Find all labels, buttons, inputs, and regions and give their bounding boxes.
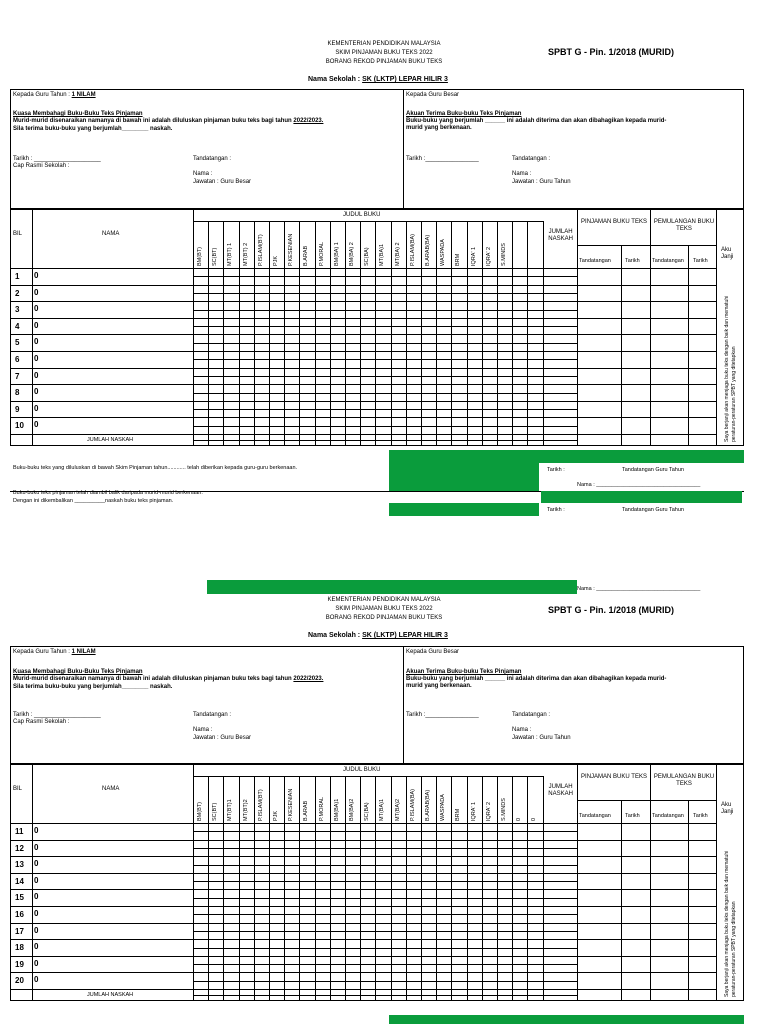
header-bil: BIL [13,231,23,237]
row-nama: 0 [34,320,39,330]
row-nama: 0 [34,354,39,363]
divider [403,89,404,209]
header-tandatangan: Tandatangan [652,813,684,819]
book-title-22: 0 [531,817,538,821]
grid-line [10,840,716,841]
row-nama: 0 [34,826,39,835]
book-title-17: BRM [455,253,462,266]
loan-table-2 [10,764,744,1014]
book-title-3: MT(BT) 2 [242,242,249,266]
book-title-7: B.ARAB [303,800,310,821]
book-title-0: BM(BT) [197,802,203,821]
book-title-12: MT(BA)1 [379,244,386,266]
grid-line [193,948,577,949]
row-bil: 8 [15,388,20,398]
date-field[interactable]: Tarikh : ____________________ [13,156,101,162]
form-code: SPBT G - Pin. 1/2018 (MURID) [548,47,675,57]
header-bil: BIL [13,786,23,792]
green-bar [541,491,742,503]
ack-signature[interactable]: Tandatangan : [512,712,551,718]
row-nama: 0 [34,271,39,280]
header-tarikh: Tarikh [693,813,708,819]
ack-name[interactable]: Nama : [512,171,532,177]
grid-line [193,931,577,932]
grid-line [10,823,716,824]
school-label: Nama Sekolah : [308,76,361,83]
grid-line [32,764,33,1001]
grid-line [621,245,622,446]
ack-position: Jawatan : Guru Tahun [512,179,571,185]
row-nama: 0 [34,925,39,935]
row-nama: 0 [34,842,39,852]
header-judul: JUDUL BUKU [343,212,381,218]
grid-line [10,873,716,874]
green-bar [389,503,539,516]
book-title-4: P.ISLAM(BT) [257,789,264,821]
row-nama: 0 [34,370,39,380]
scheme-title: SKIM PINJAMAN BUKU TEKS 2022 [335,50,433,56]
receive-text: Sila terima buku-buku yang berjumlah________ naskah. [13,126,173,132]
row-bil: 10 [15,421,24,431]
book-title-12: MT(BA)1 [379,799,386,821]
authority-text [13,676,398,683]
sign-teacher-1: Tandatangan Guru Tahun [622,467,684,473]
position-field: Jawatan : Guru Besar [193,179,252,185]
book-title-2: MT(BT) 1 [227,242,234,266]
to-teacher-label: Kepada Guru Tahun : [13,92,70,98]
book-title-10: BM(BA) 2 [349,242,355,266]
to-head: Kepada Guru Besar [406,92,460,98]
grid-line [193,881,577,882]
book-title-16: WASPADA [440,239,447,266]
row-nama: 0 [34,892,39,902]
school-line [308,632,448,639]
grid-line [10,956,716,957]
book-title-2: MT(BT)1 [227,799,234,821]
total-label: JUMLAH NASKAH [87,992,134,998]
to-teacher [13,649,96,656]
row-bil: 7 [15,371,20,381]
grid-line [10,318,716,319]
book-title-8: P.MORAL [318,796,325,821]
book-title-8: P.MORAL [318,241,325,266]
row-bil: 19 [15,959,24,969]
to-head: Kepada Guru Besar [406,649,460,655]
book-title-18: IQRA' 1 [470,246,477,266]
grid-line [193,848,577,849]
grid-line [10,384,716,385]
book-title-7: B.ARAB [303,245,310,266]
header-jumlah: JUMLAH NASKAH [548,784,573,797]
authority-body: Murid-murid disenaraikan namanya di bawah ini adalah diluluskan pinjaman buku teks bagi tahun [13,118,292,124]
book-title-15: B.ARAB(BA) [425,234,431,266]
header-pemulangan: PEMULANGAN BUKU TEKS [653,219,715,232]
ack-date[interactable]: Tarikh :________________ [406,156,479,162]
book-title-5: PJK [273,255,279,266]
grid-line [193,409,577,410]
grid-line [10,939,716,940]
row-nama: 0 [34,304,39,314]
grid-line [193,293,577,294]
row-bil: 12 [15,843,24,853]
book-title-9: BM(BA)1 [333,798,340,821]
ack-title: Akuan Terima Buku-buku Teks Pinjaman [406,669,522,675]
tarikh-2[interactable]: Tarikh : [547,507,565,513]
grid-line [193,359,577,360]
loan-table-1 [10,209,744,449]
row-nama: 0 [34,420,39,430]
tarikh-1[interactable]: Tarikh : [547,467,565,473]
header-tarikh: Tarikh [625,813,640,819]
grid-line [193,981,577,982]
row-nama: 0 [34,287,39,297]
book-title-1: SC(BT) [212,802,219,821]
grid-line [193,376,577,377]
header-tarikh: Tarikh [693,258,708,264]
stamp-field: Cap Rasmi Sekolah : [13,719,70,725]
header-aku-janji: Aku Janji [721,802,734,815]
ack-date[interactable]: Tarikh :________________ [406,712,479,718]
row-bil: 18 [15,943,24,953]
row-nama: 0 [34,387,39,397]
grid-line [193,964,577,965]
date-field[interactable]: Tarikh : ____________________ [13,712,101,718]
book-title-5: PJK [273,810,279,821]
header-tandatangan: Tandatangan [652,258,684,264]
book-title-13: MT(BA)2 [394,799,401,821]
authority-title: Kuasa Membahagi Buku-Buku Teks Pinjaman [13,669,143,675]
grid-line [10,906,716,907]
returned-text-2: Dengan ini dikembalikan __________naskah buku teks pinjaman. [13,498,174,504]
stamp-field: Cap Rasmi Sekolah : [13,163,70,169]
to-teacher [13,92,96,99]
grid-line [10,268,716,269]
header-pinjaman: PINJAMAN BUKU TEKS [581,219,647,225]
authority-body: Murid-murid disenaraikan namanya di bawah ini adalah diluluskan pinjaman buku teks bagi tahun [13,676,292,682]
school-name: SK (LKTP) LEPAR HILIR 3 [362,632,448,639]
header-judul: JUDUL BUKU [343,767,381,773]
grid-line [193,426,577,427]
grid-line [193,898,577,899]
grid-line [10,923,716,924]
divider [403,646,404,764]
book-title-9: BM(BA) 1 [333,242,340,266]
header-nama: NAMA [102,231,120,237]
row-bil: 2 [15,288,20,298]
returned-text-1: Buku-buku teks pinjaman telah diambil balik daripada murid-murid berkenaan. [13,490,203,496]
row-nama: 0 [34,942,39,952]
grid-line [577,245,716,246]
nama-line-2[interactable]: Nama : __________________________________ [577,586,701,592]
ack-title: Akuan Terima Buku-buku Teks Pinjaman [406,111,522,117]
class-name: 1 NILAM [71,92,96,98]
grid-line [577,800,716,801]
grid-line [10,972,716,973]
pledge-text: Saya berjanji akan menjaga buku teks dengan baik dan mematuhi peraturan-peraturan SPBT yang ditetapkan [724,850,737,997]
green-bar [389,1015,744,1024]
grid-line [193,831,577,832]
book-title-20: S.MINDS [501,243,507,266]
grid-line [32,209,33,446]
book-title-13: MT(BA) 2 [394,242,401,266]
name-field[interactable]: Nama : [193,171,213,177]
row-bil: 20 [15,976,24,986]
grid-line [193,865,577,866]
info-box [10,646,744,764]
grid-line [193,209,194,446]
book-title-16: WASPADA [440,794,447,821]
school-line [308,76,448,83]
book-title-14: P.ISLAM(BA) [409,234,416,266]
row-bil: 14 [15,876,24,886]
nama-line-1[interactable]: Nama : __________________________________ [577,482,701,488]
book-title-15: B.ARAB(BA) [425,789,431,821]
grid-line [193,995,577,996]
signature-field[interactable]: Tandatangan : [193,712,232,718]
form-code: SPBT G - Pin. 1/2018 (MURID) [548,605,675,615]
header-pinjaman: PINJAMAN BUKU TEKS [581,774,647,780]
scheme-title: SKIM PINJAMAN BUKU TEKS 2022 [335,606,433,612]
row-bil: 13 [15,860,24,870]
grid-line [193,326,577,327]
book-title-14: P.ISLAM(BA) [409,789,416,821]
authority-text [13,118,398,125]
book-title-11: SC(BA) [364,802,371,821]
school-name: SK (LKTP) LEPAR HILIR 3 [362,76,448,83]
grid-line [10,301,716,302]
total-label: JUMLAH NASKAH [87,437,134,443]
row-nama: 0 [34,337,39,347]
row-bil: 4 [15,321,20,331]
book-title-20: S.MINDS [501,798,507,821]
grid-line [193,393,577,394]
receive-text: Sila terima buku-buku yang berjumlah________ naskah. [13,684,173,690]
book-title-6: P.KESENIAN [288,233,295,266]
row-bil: 5 [15,338,20,348]
grid-line [10,351,716,352]
school-label: Nama Sekolah : [308,632,361,639]
row-nama: 0 [34,958,39,968]
name-field[interactable]: Nama : [193,727,213,733]
row-bil: 16 [15,910,24,919]
position-field: Jawatan : Guru Besar [193,735,252,741]
grid-line [193,310,577,311]
ministry-title: KEMENTERIAN PENDIDIKAN MALAYSIA [327,41,441,47]
book-title-4: P.ISLAM(BT) [257,234,264,266]
header-nama: NAMA [102,786,120,792]
header-tandatangan: Tandatangan [579,813,611,819]
book-title-18: IQRA' 1 [470,801,477,821]
grid-line [621,800,622,1001]
grid-line [10,368,716,369]
grid-line [193,221,543,222]
book-title-21: 0 [516,817,523,821]
header-aku-janji: Aku Janji [721,247,734,260]
book-title-19: IQRA' 2 [485,246,492,266]
book-title-0: BM(BT) [197,247,203,266]
row-bil: 11 [15,827,24,836]
book-title-6: P.KESENIAN [288,788,295,821]
info-box [10,89,744,209]
row-nama: 0 [34,875,39,885]
row-bil: 9 [15,404,20,414]
grid-line [193,914,577,915]
year: 2022/2023. [293,118,324,124]
grid-line [716,209,717,446]
form-title: BORANG REKOD PINJAMAN BUKU TEKS [325,615,443,621]
book-title-11: SC(BA) [364,247,371,266]
grid-line [193,764,194,1001]
pledge-text: Saya berjanji akan menjaga buku teks dengan baik dan mematuhi peraturan-peraturan SPBT yang ditetapkan [724,295,737,442]
green-block [389,450,539,491]
row-nama: 0 [34,403,39,413]
ack-text: Buku-buku yang berjumlah ______ ini adalah diterima dan akan dibahagikan kepada murid-murid yang berkenaan. [406,118,667,131]
grid-line [10,285,716,286]
grid-line [10,989,716,990]
ministry-title: KEMENTERIAN PENDIDIKAN MALAYSIA [327,597,441,603]
row-bil: 6 [15,355,20,364]
row-nama: 0 [34,975,39,985]
header-jumlah: JUMLAH NASKAH [548,229,573,242]
grid-line [10,417,716,418]
grid-line [193,343,577,344]
grid-line [193,276,577,277]
book-title-19: IQRA' 2 [485,801,492,821]
issued-text: Buku-buku teks yang diluluskan di bawah Skim Pinjaman tahun............ telah diberikan kepada guru-guru berkenaan. [13,465,298,471]
header-tandatangan: Tandatangan [579,258,611,264]
book-title-1: SC(BT) [212,247,219,266]
sign-teacher-2: Tandatangan Guru Tahun [622,507,684,513]
book-title-3: MT(BT)2 [242,799,249,821]
ack-position: Jawatan : Guru Tahun [512,735,571,741]
row-bil: 17 [15,926,24,936]
grid-line [10,401,716,402]
signature-field[interactable]: Tandatangan : [193,156,232,162]
ack-text: Buku-buku yang berjumlah ______ ini adalah diterima dan akan dibahagikan kepada murid-murid yang berkenaan. [406,676,667,689]
row-bil: 15 [15,893,24,903]
grid-line [688,245,689,446]
form-title: BORANG REKOD PINJAMAN BUKU TEKS [325,59,443,65]
book-title-17: BRM [455,808,462,821]
grid-line [688,800,689,1001]
header-pemulangan: PEMULANGAN BUKU TEKS [653,774,715,787]
grid-line [10,334,716,335]
grid-line [716,764,717,1001]
green-bar [207,580,577,594]
row-bil: 3 [15,305,20,315]
grid-line [10,856,716,857]
grid-line [193,776,543,777]
year: 2022/2023. [293,676,324,682]
grid-line [10,434,716,435]
book-title-10: BM(BA)2 [349,798,355,821]
to-teacher-label: Kepada Guru Tahun : [13,649,70,655]
grid-line [10,889,716,890]
ack-name[interactable]: Nama : [512,727,532,733]
ack-signature[interactable]: Tandatangan : [512,156,551,162]
row-nama: 0 [34,859,39,869]
row-bil: 1 [15,272,20,281]
header-tarikh: Tarikh [625,258,640,264]
row-nama: 0 [34,909,39,918]
class-name: 1 NILAM [71,649,96,655]
grid-line [193,440,577,441]
authority-title: Kuasa Membahagi Buku-Buku Teks Pinjaman [13,111,143,117]
